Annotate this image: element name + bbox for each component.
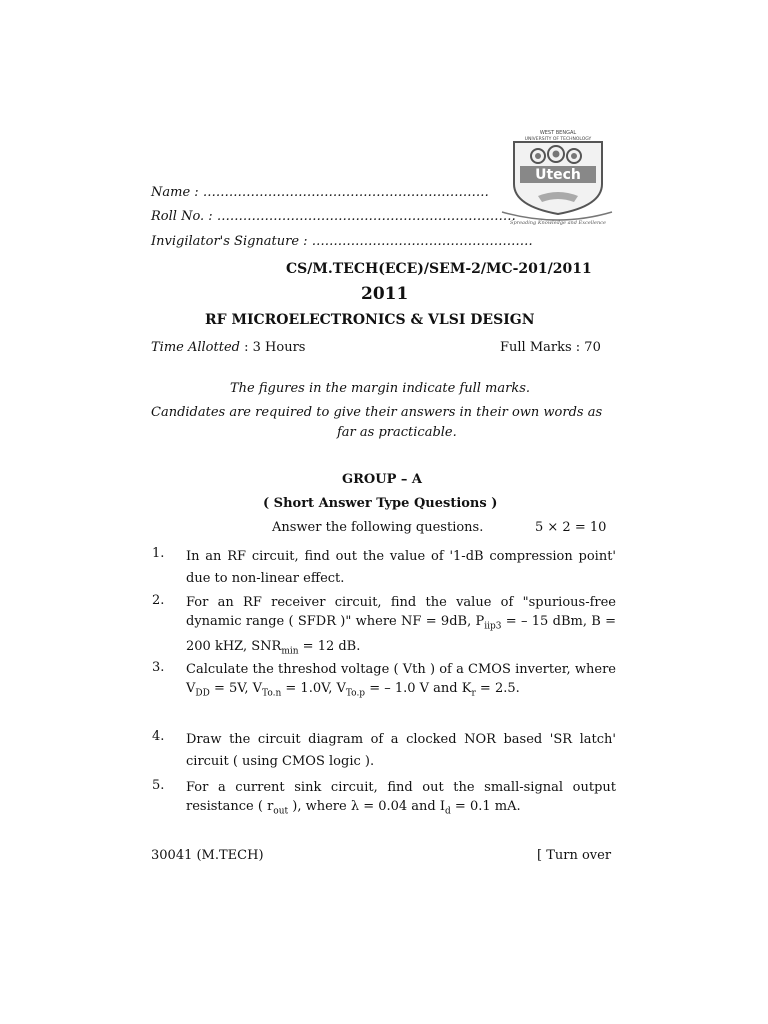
name-field: [151, 185, 489, 200]
question-number: 4.: [152, 729, 165, 744]
paper-year: 2011: [361, 284, 409, 304]
instruction-line-3: far as practicable.: [337, 425, 457, 440]
footer-code: 30041 (M.TECH): [151, 848, 264, 863]
roll-dots: ……………………………………………………………: [216, 209, 516, 224]
paper-title: RF MICROELECTRONICS & VLSI DESIGN: [205, 312, 535, 328]
name-dots: …………………………………………………………: [202, 185, 489, 200]
svg-text:UNIVERSITY OF TECHNOLOGY: UNIVERSITY OF TECHNOLOGY: [524, 137, 592, 142]
paper-code: CS/M.TECH(ECE)/SEM-2/MC-201/2011: [286, 261, 592, 277]
invigilator-dots: ……………………………………………: [311, 234, 533, 249]
answer-instruction: Answer the following questions.: [272, 520, 484, 535]
instruction-line-1: The figures in the margin indicate full marks.: [230, 381, 531, 396]
question-number: 5.: [152, 778, 165, 793]
question-text: Draw the circuit diagram of a clocked NOR based 'SR latch' circuit ( using CMOS logic ).: [186, 732, 616, 769]
svg-text:WEST BENGAL: WEST BENGAL: [539, 130, 577, 136]
marks-formula: 5 × 2 = 10: [535, 520, 607, 535]
question-text: In an RF circuit, find out the value of '1-dB compression point' due to non-linear effect.: [186, 549, 616, 586]
turn-over: [ Turn over: [537, 848, 612, 863]
instruction-line-2: Candidates are required to give their answers in their own words as: [151, 405, 603, 420]
roll-label: Roll No. :: [151, 209, 213, 224]
invigilator-field: [151, 234, 533, 249]
question-text: Calculate the threshod voltage ( Vth ) of a CMOS inverter, where $V_{DD} = 5V$, $V_{To.n} = 1.0V$, $V_{To.p}$ = – 1.0 V and $K_r = 2.5$.: [186, 662, 616, 699]
time-allotted: [151, 340, 305, 355]
time-label: Time Allotted: [151, 340, 240, 355]
group-title: GROUP – A: [342, 472, 422, 487]
full-marks: Full Marks : 70: [500, 340, 601, 355]
question-number: 1.: [152, 546, 165, 561]
question-number: 3.: [152, 660, 165, 675]
question-number: 2.: [152, 593, 165, 608]
question-text: For an RF receiver circuit, find the value of "spurious-free dynamic range ( SFDR )" where NF = 9dB, $P_{iip3}$ = – 15 dBm, B = 200 kHZ, $SNR_{min} = 12$ dB.: [186, 595, 616, 657]
roll-field: [151, 209, 516, 224]
svg-text:Spreading Knowledge and Excell: Spreading Knowledge and Excellence: [510, 220, 606, 226]
time-value: : 3 Hours: [244, 340, 306, 355]
question-text: For a current sink circuit, find out the small-signal output resistance ( $r_{out}$ ), where λ = 0.04 and $I_d = 0.1$ mA.: [186, 780, 616, 817]
group-subtitle: ( Short Answer Type Questions ): [263, 496, 498, 511]
logo-text: Utech: [535, 167, 581, 183]
name-label: Name :: [151, 185, 199, 200]
invigilator-label: Invigilator's Signature :: [151, 234, 308, 249]
